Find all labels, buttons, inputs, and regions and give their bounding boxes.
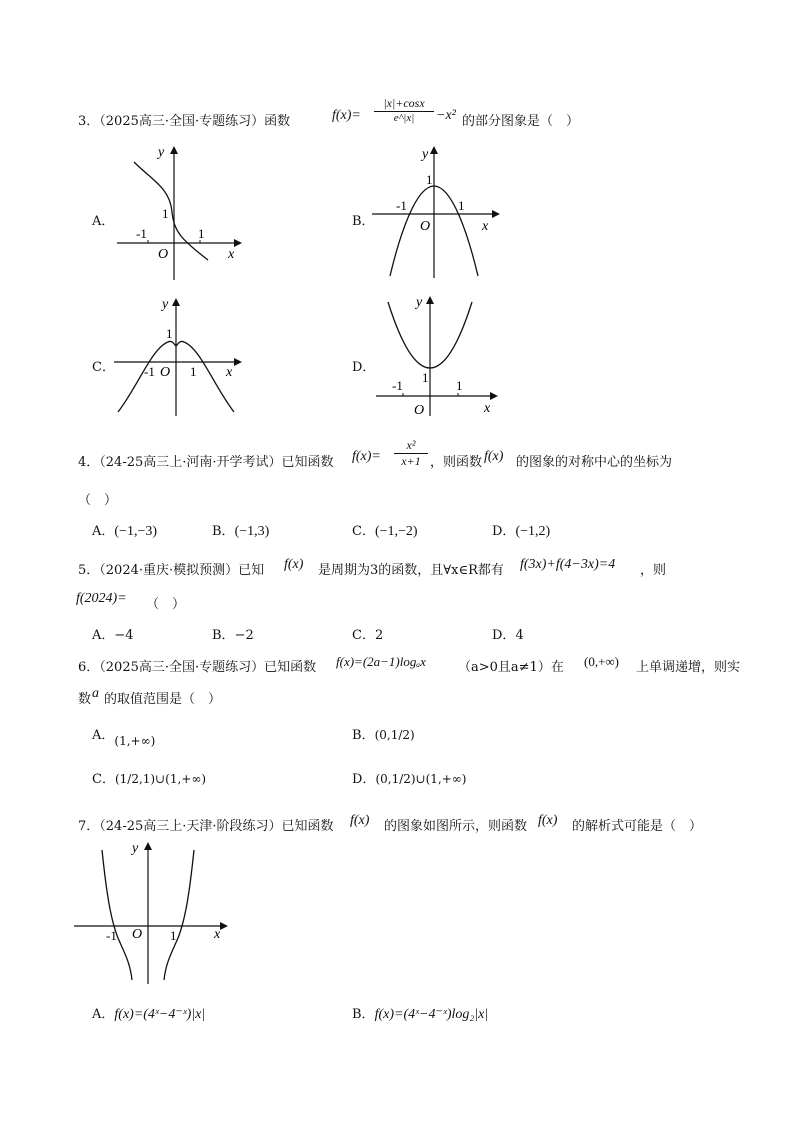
origin-label: O (420, 219, 431, 234)
q3-option-d-graph[interactable] (370, 290, 500, 420)
q7-mid: 的图象如图所示，则函数 (384, 819, 528, 834)
y-axis-arrow-icon (430, 146, 438, 154)
x-axis-arrow-icon (492, 210, 500, 218)
q6-option-d-value: (0,1/2)∪(1,+∞) (375, 772, 467, 786)
q3-stem-tail: 的部分图象是（ ） (462, 114, 580, 129)
q3-option-d-label[interactable]: D． (352, 360, 376, 375)
x-axis-arrow-icon (490, 392, 498, 400)
axis-label-x: x (228, 247, 235, 262)
q6-option-c-value: (1/2,1)∪(1,+∞) (114, 772, 206, 786)
q4-option-a-value: (−1,−3) (114, 524, 158, 539)
q7-option-a-label: A． (92, 1007, 115, 1022)
q5-paren: （ ） (146, 597, 186, 612)
axis-label-y: y (416, 295, 423, 310)
tick-label: -1 (136, 226, 147, 241)
q7-tail: 的解析式可能是（ ） (572, 819, 703, 834)
q6-option-d[interactable] (352, 768, 466, 787)
q6-option-c-label: C． (92, 772, 115, 787)
q6-cond: （a>0且a≠1）在 (458, 660, 564, 675)
q6-line2: 数 (78, 692, 92, 707)
q4-option-c[interactable] (352, 520, 418, 540)
q3-formula-numerator: |x|+cosx (374, 96, 434, 112)
q3-formula-lhs: f(x)= (332, 108, 361, 123)
q6-option-c[interactable] (92, 768, 206, 787)
q6-option-a-value: (1,+∞) (114, 734, 156, 748)
q6-interval: (0,+∞) (584, 654, 620, 669)
q4-stem-tail2: 的图象的对称中心的坐标为 (516, 455, 673, 470)
q7-option-a[interactable] (92, 1003, 205, 1023)
q5-option-c-label: C． (352, 628, 375, 643)
y-axis-arrow-icon (170, 146, 178, 154)
q3-option-c-label[interactable]: C． (92, 360, 115, 375)
q6-option-d-label: D． (352, 772, 376, 787)
q3-option-b-label[interactable]: B． (352, 214, 375, 229)
axis-label-y: y (422, 147, 429, 162)
q5-option-c-value: 2 (374, 628, 384, 643)
q4-option-b-label: B． (212, 524, 235, 539)
q4-option-b[interactable] (212, 520, 269, 540)
q3-option-a-label[interactable]: A． (92, 214, 115, 229)
tick-label: 1 (456, 378, 463, 393)
y-axis-arrow-icon (426, 296, 434, 304)
q5-option-d-value: 4 (515, 628, 524, 643)
q5-option-d[interactable] (492, 624, 524, 643)
q4-formula-fraction (394, 438, 428, 469)
q5-option-a-value: −4 (114, 628, 134, 643)
tick-label: 1 (422, 370, 429, 385)
q4-fx: f(x) (484, 449, 504, 464)
axis-label-y: y (158, 145, 165, 160)
tick-label: -1 (144, 364, 155, 379)
q7-fx: f(x) (350, 813, 370, 828)
q5-option-d-label: D． (492, 628, 516, 643)
q4-formula-lhs: f(x)= (352, 449, 381, 464)
q7-graph[interactable] (70, 838, 230, 986)
tick-label: 1 (198, 226, 205, 241)
curve-left (102, 850, 132, 980)
q7-stem: 7．（24-25高三上·天津·阶段练习）已知函数 (78, 819, 334, 834)
q4-option-d-value: (−1,2) (515, 524, 551, 539)
axis-label-x: x (226, 365, 233, 380)
q3-formula-fraction (374, 96, 434, 124)
q6-var-a: a (92, 686, 99, 701)
q4-formula-denominator: x+1 (401, 454, 421, 468)
axis-label-x: x (482, 219, 489, 234)
axis-label-y: y (132, 841, 139, 856)
tick-label: -1 (106, 928, 117, 943)
tick-label: 1 (166, 326, 173, 341)
q4-option-b-value: (−1,3) (234, 524, 270, 539)
q6-line2-tail: 的取值范围是（ ） (104, 692, 222, 707)
q3-formula-tail: −x² (436, 108, 456, 123)
axis-label-y: y (162, 297, 169, 312)
y-axis-arrow-icon (144, 842, 152, 850)
q7-fx2: f(x) (538, 813, 558, 828)
q3-option-a-graph[interactable] (112, 140, 242, 285)
q7-option-b[interactable] (352, 1003, 488, 1023)
q6-stem: 6．（2025高三·全国·专题练习）已知函数 (78, 660, 317, 675)
tick-label: 1 (162, 206, 169, 221)
curve (134, 162, 208, 260)
q4-option-c-value: (−1,−2) (374, 524, 418, 539)
origin-label: O (160, 365, 171, 380)
q3-option-c-graph[interactable] (112, 290, 242, 420)
q4-stem: 4．（24-25高三上·河南·开学考试）已知函数 (78, 455, 334, 470)
q3-stem (78, 110, 290, 129)
q7-option-b-label: B． (352, 1007, 375, 1022)
q6-formula: f(x)=(2a−1)logₐx (336, 654, 426, 669)
q4-option-d-label: D． (492, 524, 516, 539)
q7-option-b-value: f(x)=(4ˣ−4⁻ˣ)log₂|x| (374, 1007, 489, 1022)
origin-label: O (158, 247, 169, 262)
q6-option-b-label: B． (352, 728, 375, 743)
tick-label: -1 (392, 378, 403, 393)
tick-label: 1 (170, 928, 177, 943)
q7-option-a-value: f(x)=(4ˣ−4⁻ˣ)|x| (114, 1007, 206, 1022)
q5-line2: f(2024)= (76, 591, 127, 606)
q4-option-a[interactable] (92, 520, 157, 540)
y-axis-arrow-icon (172, 298, 180, 306)
q4-stem-tail: ，则函数 (430, 455, 483, 470)
q6-option-a[interactable] (92, 724, 156, 748)
q6-option-b[interactable] (352, 724, 415, 743)
q4-formula-numerator: x² (394, 438, 428, 454)
q4-option-a-label: A． (92, 524, 115, 539)
origin-label: O (132, 927, 143, 942)
tick-label: 1 (426, 172, 433, 187)
q5-tail: ，则 (640, 563, 667, 578)
q5-option-c[interactable] (352, 624, 383, 643)
q5-option-a-label: A． (92, 628, 115, 643)
q5-option-b-label: B． (212, 628, 235, 643)
tick-label: 1 (458, 198, 465, 213)
q5-option-b[interactable] (212, 624, 254, 643)
q3-option-b-graph[interactable] (370, 144, 500, 279)
axis-label-x: x (484, 401, 491, 416)
curve-right (164, 850, 194, 980)
x-axis-arrow-icon (234, 239, 242, 247)
q5-equation: f(3x)+f(4−3x)=4 (520, 557, 616, 572)
q3-formula-denominator: e^|x| (393, 112, 415, 124)
q4-option-d[interactable] (492, 520, 550, 540)
tick-label: 1 (190, 364, 197, 379)
q4-option-c-label: C． (352, 524, 375, 539)
q5-mid: 是周期为3的函数，且∀x∈R都有 (318, 563, 504, 578)
origin-label: O (414, 403, 425, 418)
q4-paren: （ ） (78, 493, 118, 508)
tick-label: -1 (396, 198, 407, 213)
q6-option-a-label: A． (92, 728, 115, 743)
x-axis-arrow-icon (234, 358, 242, 366)
q6-tail: 上单调递增，则实 (636, 660, 741, 675)
q5-stem: 5．（2024·重庆·模拟预测）已知 (78, 563, 265, 578)
axis-label-x: x (214, 927, 221, 942)
x-axis-arrow-icon (220, 922, 228, 930)
q5-option-a[interactable] (92, 624, 134, 643)
q5-fx: f(x) (284, 557, 304, 572)
q5-option-b-value: −2 (234, 628, 254, 643)
q3-stem-text: 3．（2025高三·全国·专题练习）函数 (78, 114, 291, 129)
q6-option-b-value: (0,1/2) (374, 728, 415, 742)
